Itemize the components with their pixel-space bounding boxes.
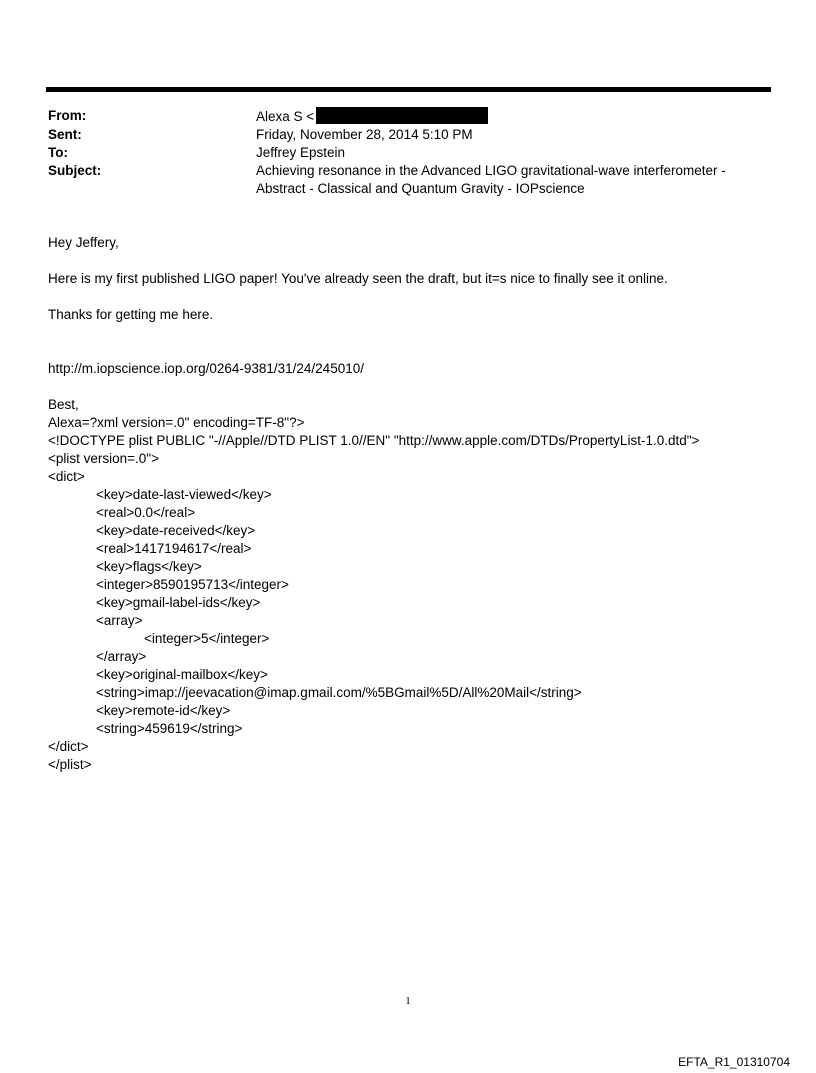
code-line: </plist> xyxy=(48,757,92,772)
plist-code xyxy=(48,414,778,774)
to-label: To: xyxy=(48,145,68,160)
code-line: <plist version=.0"> xyxy=(48,451,159,466)
to-value: Jeffrey Epstein xyxy=(256,145,346,160)
redaction-box xyxy=(316,107,488,124)
code-line: <array> xyxy=(96,613,143,628)
from-row xyxy=(48,107,748,126)
subject-line-2: Abstract - Classical and Quantum Gravity - IOPscience xyxy=(256,181,585,196)
paragraph-1: Here is my first published LIGO paper! You've already seen the draft, but it=s nice to finally see it online. xyxy=(48,271,668,286)
code-line: </array> xyxy=(96,649,147,664)
paragraph-2: Thanks for getting me here. xyxy=(48,307,214,322)
closing: Best, xyxy=(48,397,79,412)
greeting: Hey Jeffery, xyxy=(48,235,119,250)
email-body xyxy=(48,234,778,774)
page-number: 1 xyxy=(405,995,411,1007)
code-line: <dict> xyxy=(48,469,85,484)
code-line: <key>remote-id</key> xyxy=(96,703,231,718)
code-line: <key>gmail-label-ids</key> xyxy=(96,595,261,610)
code-line: <key>date-received</key> xyxy=(96,523,256,538)
code-line: <key>flags</key> xyxy=(96,559,202,574)
code-line: <real>1417194617</real> xyxy=(96,541,252,556)
code-line: <integer>8590195713</integer> xyxy=(96,577,289,592)
code-line: <string>459619</string> xyxy=(96,721,243,736)
email-header xyxy=(48,107,748,198)
code-line: <key>original-mailbox</key> xyxy=(96,667,268,682)
header-rule xyxy=(46,87,771,92)
subject-row xyxy=(48,162,748,198)
sent-label: Sent: xyxy=(48,127,82,142)
code-line: <integer>5</integer> xyxy=(144,631,270,646)
from-label: From: xyxy=(48,108,87,123)
to-row xyxy=(48,144,748,162)
subject-value xyxy=(256,162,748,198)
sent-value: Friday, November 28, 2014 5:10 PM xyxy=(256,127,473,142)
code-line: <!DOCTYPE plist PUBLIC "-//Apple//DTD PLIST 1.0//EN" "http://www.apple.com/DTDs/PropertyList-1.0.dtd"> xyxy=(48,433,700,448)
from-value xyxy=(256,107,748,126)
code-line: <key>date-last-viewed</key> xyxy=(96,487,272,502)
code-line: <string>imap://jeevacation@imap.gmail.com/%5BGmail%5D/All%20Mail</string> xyxy=(96,685,582,700)
from-name: Alexa S < xyxy=(256,109,315,124)
subject-line-1: Achieving resonance in the Advanced LIGO gravitational-wave interferometer - xyxy=(256,163,726,178)
sent-row xyxy=(48,126,748,144)
document-id: EFTA_R1_01310704 xyxy=(678,1055,790,1069)
code-line: <real>0.0</real> xyxy=(96,505,196,520)
code-line: Alexa=?xml version=.0" encoding=TF-8"?> xyxy=(48,415,305,430)
subject-label: Subject: xyxy=(48,163,102,178)
paper-link[interactable]: http://m.iopscience.iop.org/0264-9381/31/24/245010/ xyxy=(48,361,364,376)
code-line: </dict> xyxy=(48,739,89,754)
